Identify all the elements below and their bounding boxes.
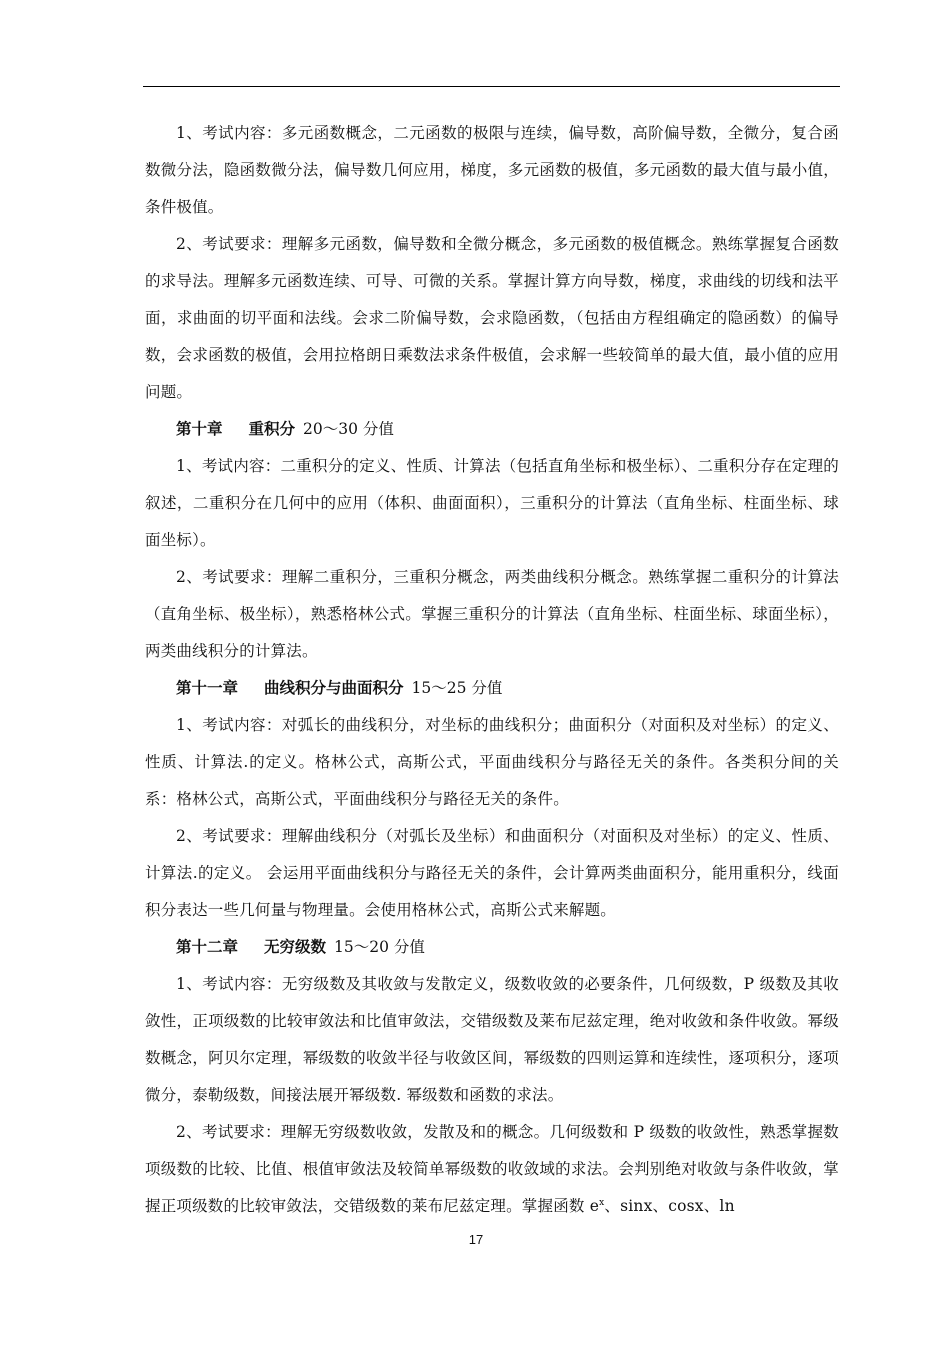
ch12-req-text-tail: 、sinx、cosx、ln	[604, 1197, 735, 1215]
ch10-exam-content: 1、考试内容：二重积分的定义、性质、计算法（包括直角坐标和极坐标）、二重积分存在定理的叙述，二重积分在几何中的应用（体积、曲面面积），三重积分的计算法（直角坐标、柱面坐标、球面坐标）。	[145, 457, 839, 549]
ch12-heading	[145, 929, 839, 966]
ch9-exam-content: 1、考试内容：多元函数概念，二元函数的极限与连续，偏导数，高阶偏导数，全微分，复合函数微分法，隐函数微分法，偏导数几何应用，梯度，多元函数的极值，多元函数的最大值与最小值，条件极值。	[145, 124, 839, 216]
page-number: 17	[468, 1232, 484, 1247]
ch10-exam-requirements: 2、考试要求：理解二重积分，三重积分概念，两类曲线积分概念。熟练掌握二重积分的计算法（直角坐标、极坐标），熟悉格林公式。掌握三重积分的计算法（直角坐标、柱面坐标、球面坐标），两类曲线积分的计算法。	[145, 568, 839, 660]
ch12-exam-requirements	[145, 1114, 839, 1225]
header-rule	[143, 86, 840, 87]
ch10-heading	[145, 411, 839, 448]
ch11-exam-content: 1、考试内容：对弧长的曲线积分，对坐标的曲线积分；曲面积分（对面积及对坐标）的定义、性质、计算法.的定义。格林公式，高斯公式，平面曲线积分与路径无关的条件。各类积分间的关系：格林公式，高斯公式，平面曲线积分与路径无关的条件。	[145, 716, 839, 808]
ch10-title: 重积分	[248, 420, 296, 438]
ch9-exam-requirements: 2、考试要求：理解多元函数，偏导数和全微分概念，多元函数的极值概念。熟练掌握复合函数的求导法。理解多元函数连续、可导、可微的关系。掌握计算方向导数，梯度，求曲线的切线和法平面，求曲面的切平面和法线。会求二阶偏导数，会求隐函数，（包括由方程组确定的隐函数）的偏导数，会求函数的极值，会用拉格朗日乘数法求条件极值，会求解一些较简单的最大值，最小值的应用问题。	[145, 235, 839, 401]
ch11-title: 曲线积分与曲面积分	[264, 679, 404, 697]
ch10-number: 第十章	[176, 420, 223, 438]
ch12-number: 第十二章	[176, 938, 239, 956]
ch12-exam-content: 1、考试内容：无穷级数及其收敛与发散定义，级数收敛的必要条件，几何级数，P 级数及其收敛性，正项级数的比较审敛法和比值审敛法，交错级数及莱布尼兹定理，绝对收敛和条件收敛。幂级数概念，阿贝尔定理，幂级数的收敛半径与收敛区间，幂级数的四则运算和连续性，逐项积分，逐项微分，泰勒级数，间接法展开幂级数. 幂级数和函数的求法。	[145, 975, 839, 1104]
ch11-points: 15～25 分值	[411, 679, 503, 697]
ch10-points: 20～30 分值	[303, 420, 394, 438]
exponent-x: x	[599, 1197, 605, 1208]
document-body	[145, 115, 839, 1225]
ch11-heading	[145, 670, 839, 707]
ch11-exam-requirements: 2、考试要求：理解曲线积分（对弧长及坐标）和曲面积分（对面积及对坐标）的定义、性质、计算法.的定义。 会运用平面曲线积分与路径无关的条件，会计算两类曲面积分，能用重积分，线面积分表达一些几何量与物理量。会使用格林公式，高斯公式来解题。	[145, 827, 839, 919]
ch12-req-text: 2、考试要求：理解无穷级数收敛，发散及和的概念。几何级数和 P 级数的收敛性，熟悉掌握数项级数的比较、比值、根值审敛法及较简单幂级数的收敛域的求法。会判别绝对收敛与条件收敛，掌握正项级数的比较审敛法，交错级数的莱布尼兹定理。掌握函数 e	[145, 1123, 839, 1215]
ch12-title: 无穷级数	[264, 938, 327, 956]
ch11-number: 第十一章	[176, 679, 239, 697]
ch12-points: 15～20 分值	[334, 938, 425, 956]
